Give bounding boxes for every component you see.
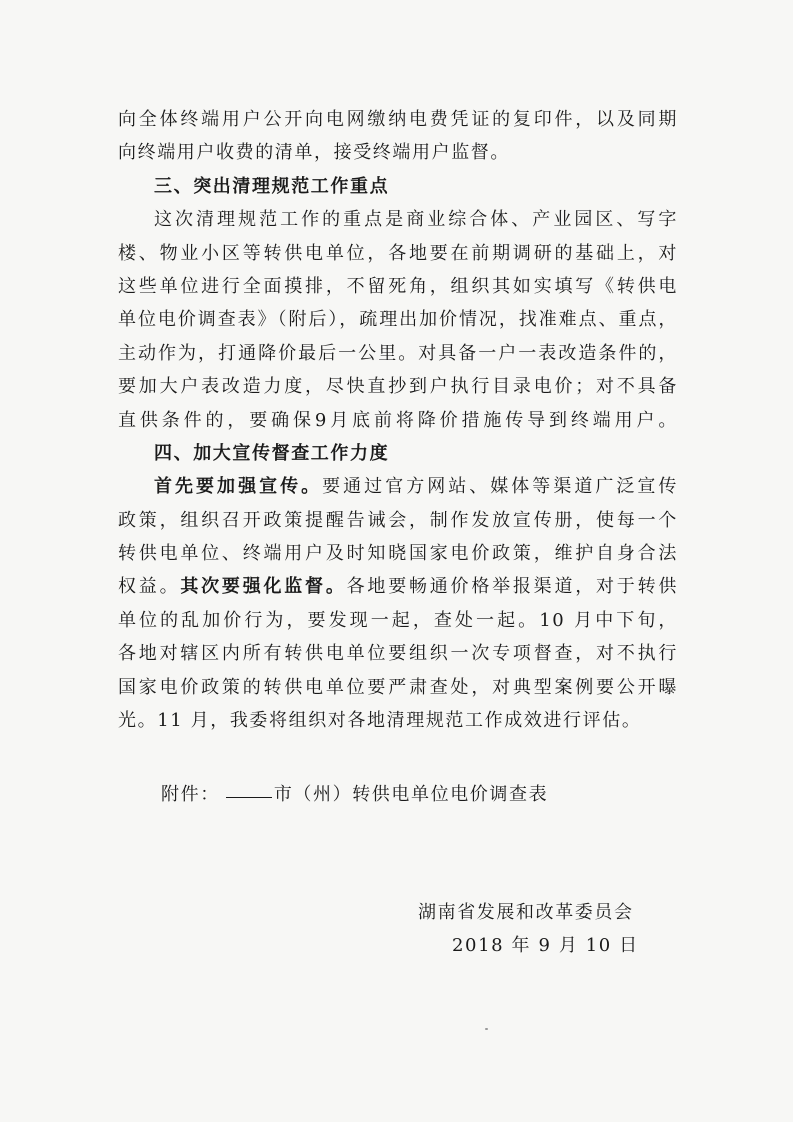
emphasis-publicity: 首先要加强宣传。 [154,476,323,498]
fill-in-blank [226,775,272,798]
section-4-line-text: 权益。 [118,576,181,598]
attachment-label: 附件： [161,784,220,806]
section-3-line: 要加大户表改造力度，尽快直抄到户执行目录电价；对不具备 [118,376,678,398]
section-4-line [118,570,678,603]
continuation-line-2: 向终端用户收费的清单，接受终端用户监督。 [118,142,510,164]
emphasis-supervision: 其次要强化监督。 [180,576,347,598]
section-3-line: 这次清理规范工作的重点是商业综合体、产业园区、写字 [154,209,678,231]
section-3-line: 这些单位进行全面摸排，不留死角，组织其如实填写《转供电 [118,275,678,297]
attachment-line [118,775,678,809]
section-4-line: 光。11 月，我委将组织对各地清理规范工作成效进行评估。 [118,710,642,732]
section-4-line-text: 要通过官方网站、媒体等渠道广泛宣传 [322,476,678,498]
section-3-line: 单位电价调查表》（附后），疏理出加价情况，找准难点、重点， [118,309,678,331]
issuer-name: 湖南省发展和改革委员会 [418,902,634,923]
scan-speck [485,1028,488,1030]
attachment-text: 市（州）转供电单位电价调查表 [273,784,549,806]
continuation-line-1: 向全体终端用户公开向电网缴纳电费凭证的复印件，以及同期 [118,109,678,130]
section-4-line: 单位的乱加价行为，要发现一起，查处一起。10 月中下旬， [118,609,678,631]
section-4-line [118,470,678,503]
section-3-heading: 三、突出清理规范工作重点 [154,175,390,197]
document-body [118,103,678,809]
section-3-line: 主动作为，打通降价最后一公里。对具备一户一表改造条件的， [118,342,678,364]
issue-date: 2018 年 9 月 10 日 [452,935,639,956]
section-4-line: 政策，组织召开政策提醒告诫会，制作发放宣传册，使每一个 [118,509,678,531]
section-3-line: 楼、物业小区等转供电单位，各地要在前期调研的基础上，对 [118,242,678,264]
section-4-line: 转供电单位、终端用户及时知晓国家电价政策，维护自身合法 [118,543,678,565]
section-4-line: 国家电价政策的转供电单位要严肃查处，对典型案例要公开曝 [118,676,678,698]
section-4-heading: 四、加大宣传督查工作力度 [154,442,390,464]
section-3-line: 直供条件的，要确保9月底前将降价措施传导到终端用户。 [118,409,678,431]
section-4-line-text: 各地要畅通价格举报渠道，对于转供 [346,576,678,598]
section-4-line: 各地对辖区内所有转供电单位要组织一次专项督查，对不执行 [118,643,678,665]
